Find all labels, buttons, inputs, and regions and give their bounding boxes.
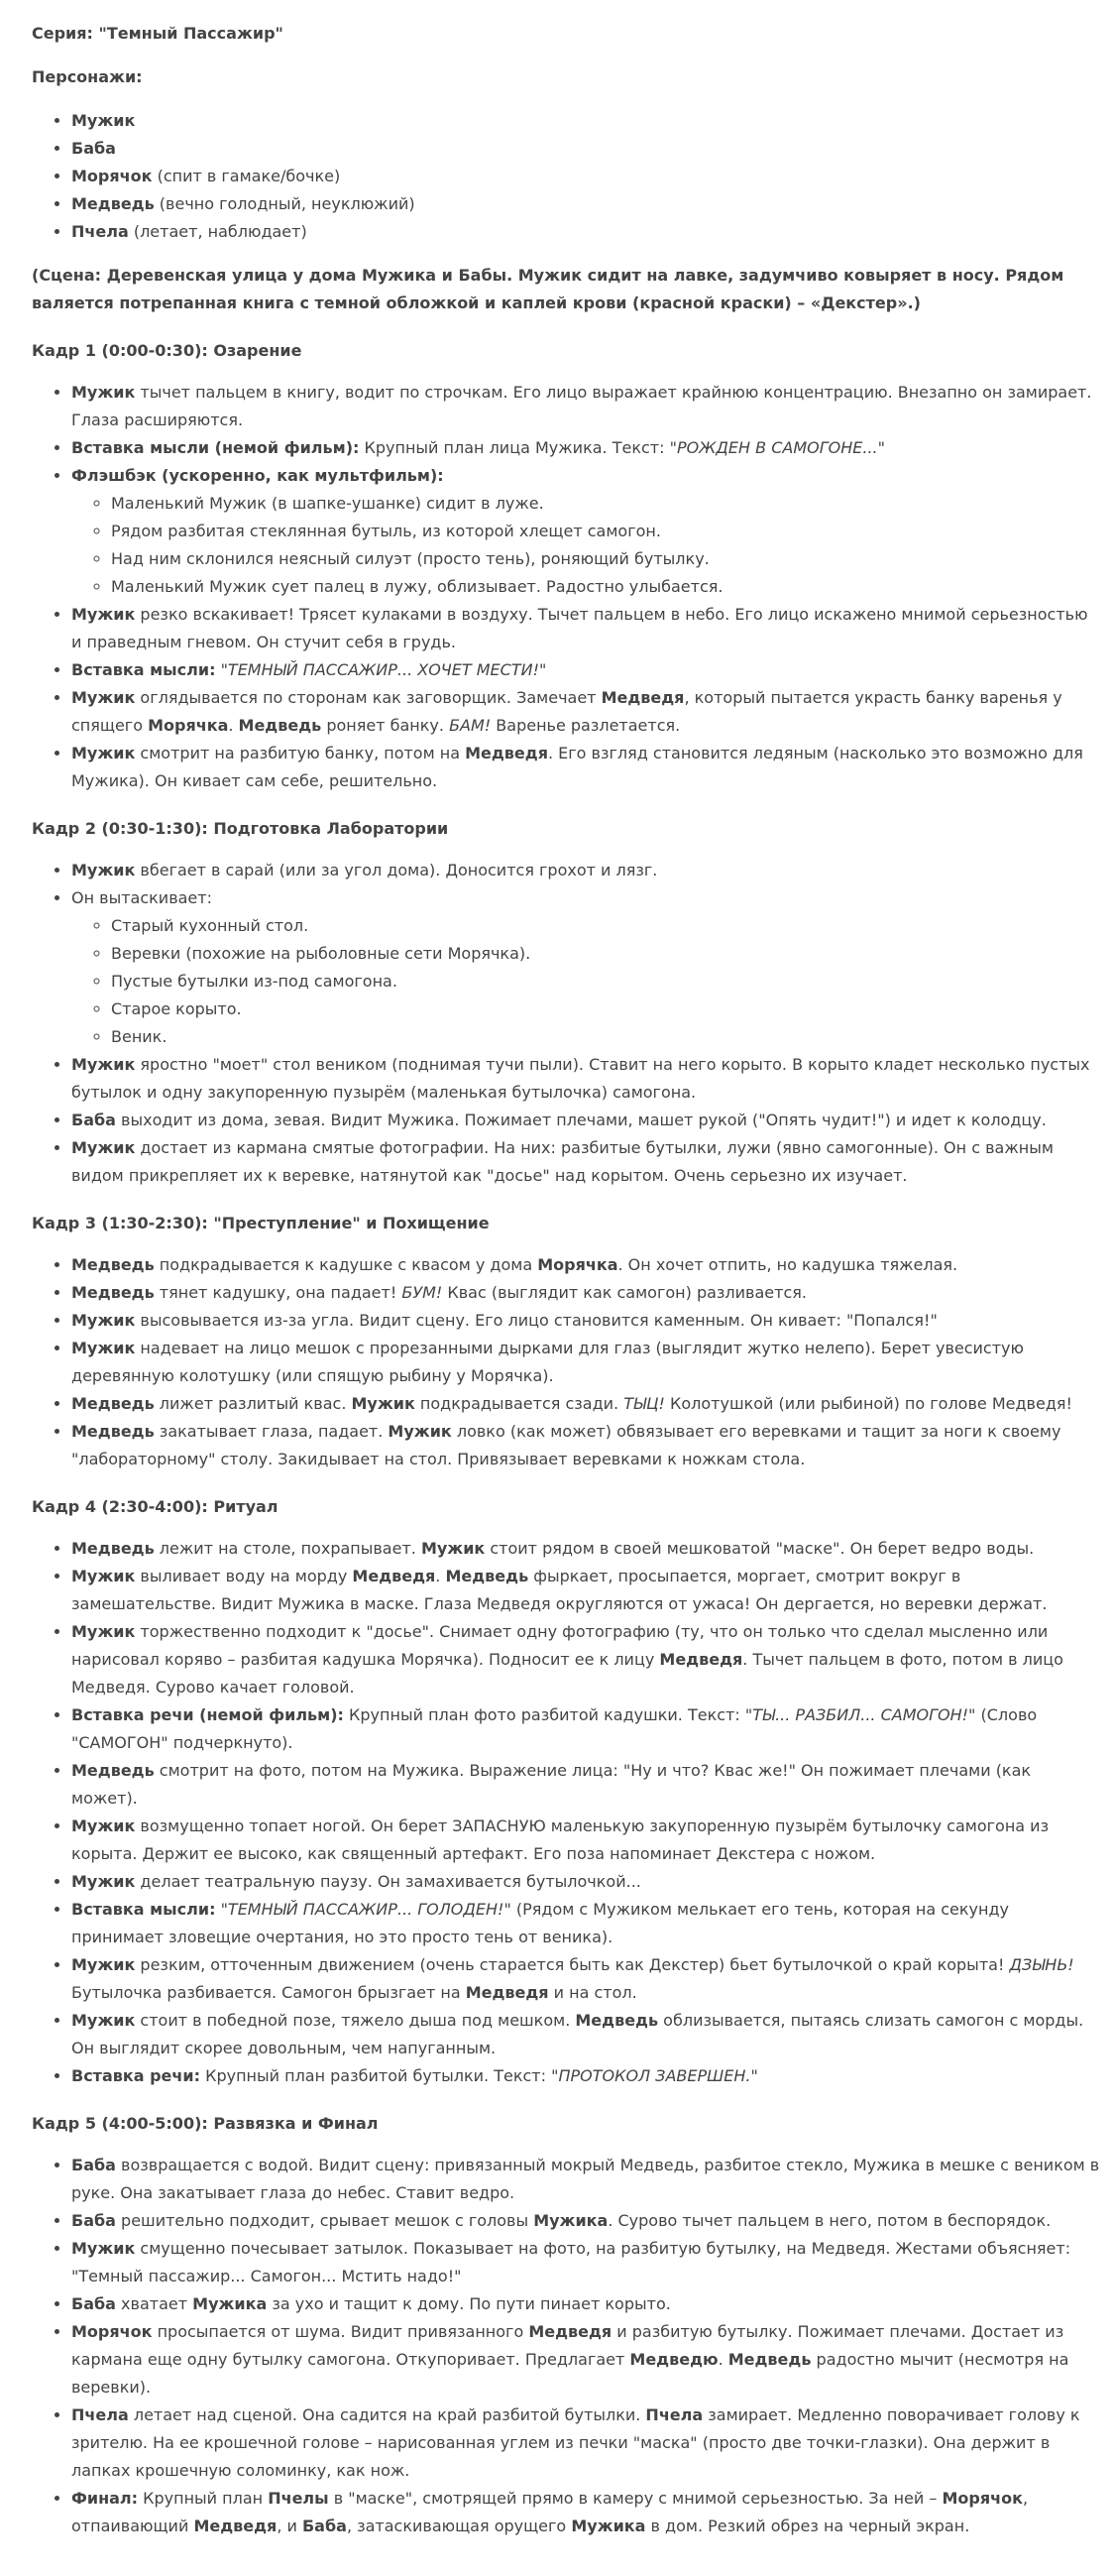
text: смущенно почесывает затылок. Показывает на фото, на разбитую бутылку, на Медведя. Жестами объясняет: "Темный пассажир... Самогон... Мстить надо!"	[71, 2239, 1071, 2285]
text: тянет кадушку, она падает!	[154, 1283, 402, 1302]
action-item	[71, 1251, 1100, 1279]
bold-text: Вставка мысли:	[71, 1900, 216, 1919]
bold-text: Мужик	[71, 2011, 136, 2030]
bold-text: Медведь	[727, 2350, 812, 2369]
text: резко вскакивает! Трясет кулаками в воздуху. Тычет пальцем в небо. Его лицо искажено мнимой серьезностью и праведным гневом. Он стучит себя в грудь.	[71, 605, 1088, 651]
text: решительно подходит, срывает мешок с головы	[115, 2211, 534, 2230]
text: вбегает в сарай (или за угол дома). Доносится грохот и лязг.	[135, 861, 658, 879]
text: высовывается из-за угла. Видит сцену. Его лицо становится каменным. Он кивает: "Попался!"	[135, 1311, 938, 1330]
text: . Он хочет отпить, но кадушка тяжелая.	[617, 1255, 958, 1274]
text: , затаскивающая орущего	[346, 2517, 572, 2535]
text: (Рядом с Мужиком мелькает его тень, которая на секунду принимает зловещие очертания, но это просто тень от веника).	[71, 1900, 1009, 1946]
text: стоит в победной позе, тяжело дыша под мешком.	[135, 2011, 576, 2030]
sub-item: ◦ Старый кухонный стол.	[111, 912, 1100, 940]
action-item	[71, 1418, 1100, 1473]
italic-text: "ТЫ... РАЗБИЛ... САМОГОН!"	[744, 1705, 976, 1724]
italic-text: "ТЕМНЫЙ ПАССАЖИР... ХОЧЕТ МЕСТИ!"	[220, 660, 547, 679]
text: торжественно подходит к "досье". Снимает одну фотографию (ту, что он только что сделал мысленно или нарисовал коряво – разбитая кадушка Морячка). Подносит ее к лицу	[71, 1622, 1049, 1669]
action-item	[71, 2401, 1100, 2485]
bold-text: Морячок	[71, 2322, 153, 2341]
text: смотрит на фото, потом на Мужика. Выражение лица: "Ну и что? Квас же!" Он пожимает плечами (как может).	[71, 1761, 1032, 1808]
bold-text: Медведя	[465, 744, 548, 762]
action-item	[71, 1618, 1100, 1701]
bold-text: Мужик	[351, 1394, 415, 1413]
bold-text: Морячка	[537, 1255, 618, 1274]
text: просыпается от шума. Видит привязанного	[152, 2322, 529, 2341]
text: ловко (как может) обвязывает его веревками и тащит за ноги к своему "лабораторному" столу. Закидывает на стол. Привязывает веревками к ножкам стола.	[71, 1422, 1061, 1468]
text: Квас (выглядит как самогон) разливается.	[442, 1283, 807, 1302]
sub-item: ◦ Маленький Мужик (в шапке-ушанке) сидит в луже.	[111, 490, 1100, 518]
character-item	[71, 218, 1100, 246]
italic-text: БУМ!	[401, 1283, 443, 1302]
bold-text: Баба	[71, 2211, 116, 2230]
text: делает театральную паузу. Он замахивается бутылочкой...	[135, 1872, 641, 1891]
frame-action-list	[32, 1535, 1100, 2090]
action-item	[71, 2207, 1100, 2235]
action-item	[71, 1107, 1100, 1134]
action-item	[71, 2485, 1100, 2540]
frame-heading: Кадр 2 (0:30-1:30): Подготовка Лаборатории	[32, 819, 449, 838]
bold-text: Мужик	[71, 383, 136, 402]
bold-text: Пчела	[71, 222, 129, 241]
bold-text: Мужика	[192, 2294, 268, 2313]
action-item	[71, 2062, 1100, 2090]
text: летает над сценой. Она садится на край разбитой бутылки.	[128, 2405, 646, 2424]
text: , который пытается украсть банку варенья у спящего	[71, 688, 1062, 735]
bold-text: Морячка	[148, 716, 229, 735]
bold-text: Финал:	[71, 2489, 139, 2508]
bold-text: Морячок	[71, 167, 153, 185]
text: (спит в гамаке/бочке)	[152, 167, 341, 185]
bold-text: Медведь	[71, 1422, 155, 1441]
action-item	[71, 462, 1100, 601]
scene-description: (Сцена: Деревенская улица у дома Мужика и Бабы. Мужик сидит на лавке, задумчиво ковыряет в носу. Рядом валяется потрепанная книга с темной обложкой и каплей крови (красной краски) – «Декстер».)	[32, 266, 1064, 312]
bold-text: Мужик	[71, 111, 136, 130]
text: резким, отточенным движением (очень старается быть как Декстер) бьет бутылочкой о край корыта!	[135, 1955, 1010, 1974]
characters-list	[32, 107, 1100, 246]
bold-text: Вставка речи (немой фильм):	[71, 1705, 344, 1724]
text: роняет банку.	[321, 716, 450, 735]
text: выливает воду на морду	[135, 1567, 353, 1585]
text: (летает, наблюдает)	[128, 222, 307, 241]
action-item	[71, 1390, 1100, 1418]
text: Крупный план разбитой бутылки. Текст:	[200, 2066, 552, 2085]
bold-text: Пчела	[71, 2405, 129, 2424]
action-item	[71, 2318, 1100, 2401]
action-item	[71, 884, 1100, 1051]
bold-text: Мужик	[71, 1311, 136, 1330]
action-item	[71, 1701, 1100, 1757]
bold-text: Мужик	[71, 1055, 136, 1074]
text: и на стол.	[548, 1983, 637, 2002]
action-item	[71, 2235, 1100, 2290]
text: смотрит на разбитую банку, потом на	[135, 744, 466, 762]
text: тычет пальцем в книгу, водит по строчкам. Его лицо выражает крайнюю концентрацию. Внезапно он замирает. Глаза расширяются.	[71, 383, 1092, 429]
action-item	[71, 1051, 1100, 1107]
bold-text: Мужик	[71, 1872, 136, 1891]
sub-item: ◦ Старое корыто.	[111, 995, 1100, 1023]
action-item	[71, 1951, 1100, 2007]
action-item	[71, 1896, 1100, 1951]
text: , отпаивающий	[71, 2489, 1029, 2535]
text: (Слово "САМОГОН" подчеркнуто).	[71, 1705, 1038, 1752]
bold-text: Вставка речи:	[71, 2066, 200, 2085]
bold-text: Мужика	[571, 2517, 646, 2535]
frame-action-list	[32, 379, 1100, 795]
sub-list	[71, 490, 1100, 601]
text: облизывается, пытаясь слизать самогон с морды. Он выглядит скорее довольным, чем напуганным.	[71, 2011, 1084, 2057]
text: . Тычет пальцем в фото, потом в лицо Медведя. Сурово качает головой.	[71, 1650, 1063, 1697]
text: Колотушкой (или рыбиной) по голове Медведя!	[664, 1394, 1072, 1413]
bold-text: Вставка мысли (немой фильм):	[71, 438, 360, 457]
text: Бутылочка разбивается. Самогон брызгает на	[71, 1983, 466, 2002]
bold-text: Медведь	[71, 1255, 155, 1274]
action-item	[71, 1535, 1100, 1563]
action-item	[71, 2152, 1100, 2207]
action-item	[71, 1757, 1100, 1813]
bold-text: Медведь	[71, 1761, 155, 1780]
action-item	[71, 1134, 1100, 1190]
frame-heading: Кадр 3 (1:30-2:30): "Преступление" и Похищение	[32, 1214, 490, 1232]
text: возвращается с водой. Видит сцену: привязанный мокрый Медведь, разбитое стекло, Мужика в мешке с веником в руке. Она закатывает глаза до небес. Ставит ведро.	[71, 2156, 1100, 2202]
frames-container	[32, 337, 1100, 2540]
text: Крупный план фото разбитой кадушки. Текст:	[343, 1705, 745, 1724]
bold-text: Медведя	[601, 688, 685, 707]
bold-text: Медведя	[465, 1983, 549, 2002]
action-item	[71, 857, 1100, 884]
bold-text: Флэшбэк (ускоренно, как мультфильм):	[71, 466, 444, 485]
bold-text: Баба	[71, 1111, 116, 1129]
bold-text: Медведь	[575, 2011, 659, 2030]
bold-text: Медведя	[659, 1650, 743, 1669]
sub-item: ◦ Веник.	[111, 1023, 1100, 1051]
text: оглядывается по сторонам как заговорщик. Замечает	[135, 688, 602, 707]
bold-text: Мужик	[71, 2239, 136, 2258]
text: . Сурово тычет пальцем в него, потом в беспорядок.	[608, 2211, 1052, 2230]
bold-text: Мужик	[71, 1816, 136, 1835]
text: и разбитую бутылку. Пожимает плечами. Достает из кармана еще одну бутылку самогона. Откупоривает. Предлагает	[71, 2322, 1064, 2369]
frame-action-list	[32, 857, 1100, 1190]
text: возмущенно топает ногой. Он берет ЗАПАСНУЮ маленькую закупоренную пузырём бутылочку самогона из корыта. Держит ее высоко, как священный артефакт. Его поза напоминает Декстера с ножом.	[71, 1816, 1050, 1863]
character-item	[71, 190, 1100, 218]
frame-action-list	[32, 2152, 1100, 2540]
action-item	[71, 1279, 1100, 1307]
sub-item: ◦ Пустые бутылки из-под самогона.	[111, 968, 1100, 995]
text: лижет разлитый квас.	[154, 1394, 352, 1413]
text: закатывает глаза, падает.	[154, 1422, 389, 1441]
bold-text: Вставка мысли:	[71, 660, 216, 679]
text: .	[435, 1567, 446, 1585]
action-item	[71, 740, 1100, 795]
sub-list	[71, 912, 1100, 1051]
bold-text: Медведь	[71, 1283, 155, 1302]
bold-text: Мужик	[71, 861, 136, 879]
text: радостно мычит (несмотря на веревки).	[71, 2350, 1069, 2397]
bold-text: Морячок	[942, 2489, 1023, 2508]
italic-text: "ПРОТОКОЛ ЗАВЕРШЕН."	[551, 2066, 758, 2085]
frame-action-list	[32, 1251, 1100, 1473]
bold-text: Медведя	[352, 1567, 436, 1585]
character-item	[71, 135, 1100, 163]
text: яростно "моет" стол веником (поднимая тучи пыли). Ставит на него корыто. В корыто кладет несколько пустых бутылок и одну закупоренную пузырём (маленькая бутылочка) самогона.	[71, 1055, 1090, 1102]
bold-text: Мужик	[71, 1138, 136, 1157]
sub-item: ◦ Над ним склонился неясный силуэт (просто тень), роняющий бутылку.	[111, 545, 1100, 573]
series-title: Серия: "Темный Пассажир"	[32, 24, 283, 43]
frame-heading: Кадр 5 (4:00-5:00): Развязка и Финал	[32, 2114, 379, 2133]
bold-text: Мужик	[71, 1339, 136, 1357]
italic-text: "РОЖДЕН В САМОГОНЕ..."	[669, 438, 885, 457]
text: за ухо и тащит к дому. По пути пинает корыто.	[267, 2294, 671, 2313]
action-item	[71, 1563, 1100, 1618]
bold-text: Пчела	[645, 2405, 704, 2424]
text: хватает	[115, 2294, 193, 2313]
bold-text: Мужик	[388, 1422, 452, 1441]
text: выходит из дома, зевая. Видит Мужика. Пожимает плечами, машет рукой ("Опять чудит!") и идет к колодцу.	[115, 1111, 1047, 1129]
sub-item: ◦ Рядом разбитая стеклянная бутыль, из которой хлещет самогон.	[111, 518, 1100, 545]
bold-text: Медведь	[238, 716, 322, 735]
sub-item: ◦ Веревки (похожие на рыболовные сети Морячка).	[111, 940, 1100, 968]
bold-text: Медведь	[71, 194, 155, 213]
text: (вечно голодный, неуклюжий)	[154, 194, 415, 213]
action-item	[71, 1307, 1100, 1335]
bold-text: Медведь	[445, 1567, 529, 1585]
bold-text: Медведю	[629, 2350, 719, 2369]
action-item	[71, 601, 1100, 656]
action-item	[71, 684, 1100, 740]
frame-heading: Кадр 4 (2:30-4:00): Ритуал	[32, 1497, 278, 1516]
italic-text: ТЫЦ!	[623, 1394, 665, 1413]
action-item	[71, 656, 1100, 684]
bold-text: Баба	[71, 139, 116, 158]
text: Он вытаскивает:	[71, 888, 212, 907]
bold-text: Мужик	[71, 1955, 136, 1974]
action-item	[71, 2007, 1100, 2062]
character-item	[71, 107, 1100, 135]
action-item	[71, 1813, 1100, 1868]
text: . Его взгляд становится ледяным (насколько это возможно для Мужика). Он кивает сам себе, решительно.	[71, 744, 1083, 790]
italic-text: БАМ!	[449, 716, 492, 735]
text: фыркает, просыпается, моргает, смотрит вокруг в замешательстве. Видит Мужика в маске. Глаза Медведя округляются от ужаса! Он дергается, но веревки держат.	[71, 1567, 1048, 1613]
bold-text: Мужик	[71, 605, 136, 624]
character-item	[71, 163, 1100, 190]
bold-text: Мужик	[71, 688, 136, 707]
bold-text: Баба	[301, 2517, 347, 2535]
text: достает из кармана смятые фотографии. На них: разбитые бутылки, лужи (явно самогонные). Он с важным видом прикрепляет их к веревке, натянутой как "досье" над корытом. Очень серьезно их изучает.	[71, 1138, 1054, 1185]
bold-text: Мужик	[71, 1567, 136, 1585]
text: стоит рядом в своей мешковатой "маске". Он берет ведро воды.	[485, 1539, 1035, 1558]
text: в "маске", смотрящей прямо в камеру с мнимой серьезностью. За ней –	[328, 2489, 943, 2508]
bold-text: Баба	[71, 2156, 116, 2174]
text: замирает. Медленно поворачивает голову к зрителю. На ее крошечной голове – нарисованная углем из печки "маска" (просто две точки-глазки). Она держит в лапках крошечную соломинку, как нож.	[71, 2405, 1080, 2480]
bold-text: Мужик	[71, 744, 136, 762]
text: подкрадывается к кадушке с квасом у дома	[154, 1255, 538, 1274]
action-item	[71, 379, 1100, 434]
text: лежит на столе, похрапывает.	[154, 1539, 421, 1558]
bold-text: Медведь	[71, 1394, 155, 1413]
text: подкрадывается сзади.	[414, 1394, 624, 1413]
text: Крупный план лица Мужика. Текст:	[359, 438, 670, 457]
text: Крупный план	[138, 2489, 269, 2508]
bold-text: Медведя	[193, 2517, 278, 2535]
action-item	[71, 1868, 1100, 1896]
bold-text: Медведя	[528, 2322, 613, 2341]
text: надевает на лицо мешок с прорезанными дырками для глаз (выглядит жутко нелепо). Берет увесистую деревянную колотушку (или спящую рыбину у Морячка).	[71, 1339, 1024, 1385]
bold-text: Мужик	[420, 1539, 486, 1558]
characters-heading: Персонажи:	[32, 67, 143, 86]
action-item	[71, 2290, 1100, 2318]
action-item	[71, 1335, 1100, 1390]
italic-text: "ТЕМНЫЙ ПАССАЖИР... ГОЛОДЕН!"	[220, 1900, 511, 1919]
bold-text: Пчелы	[268, 2489, 329, 2508]
text: Варенье разлетается.	[491, 716, 681, 735]
sub-item: ◦ Маленький Мужик сует палец в лужу, облизывает. Радостно улыбается.	[111, 573, 1100, 601]
text: , и	[277, 2517, 302, 2535]
text: в дом. Резкий обрез на черный экран.	[645, 2517, 970, 2535]
bold-text: Медведь	[71, 1539, 155, 1558]
bold-text: Баба	[71, 2294, 116, 2313]
text: .	[718, 2350, 728, 2369]
italic-text: ДЗЫНЬ!	[1009, 1955, 1074, 1974]
bold-text: Мужик	[71, 1622, 136, 1641]
bold-text: Мужика	[533, 2211, 609, 2230]
action-item	[71, 434, 1100, 462]
text: .	[228, 716, 239, 735]
frame-heading: Кадр 1 (0:00-0:30): Озарение	[32, 341, 302, 360]
